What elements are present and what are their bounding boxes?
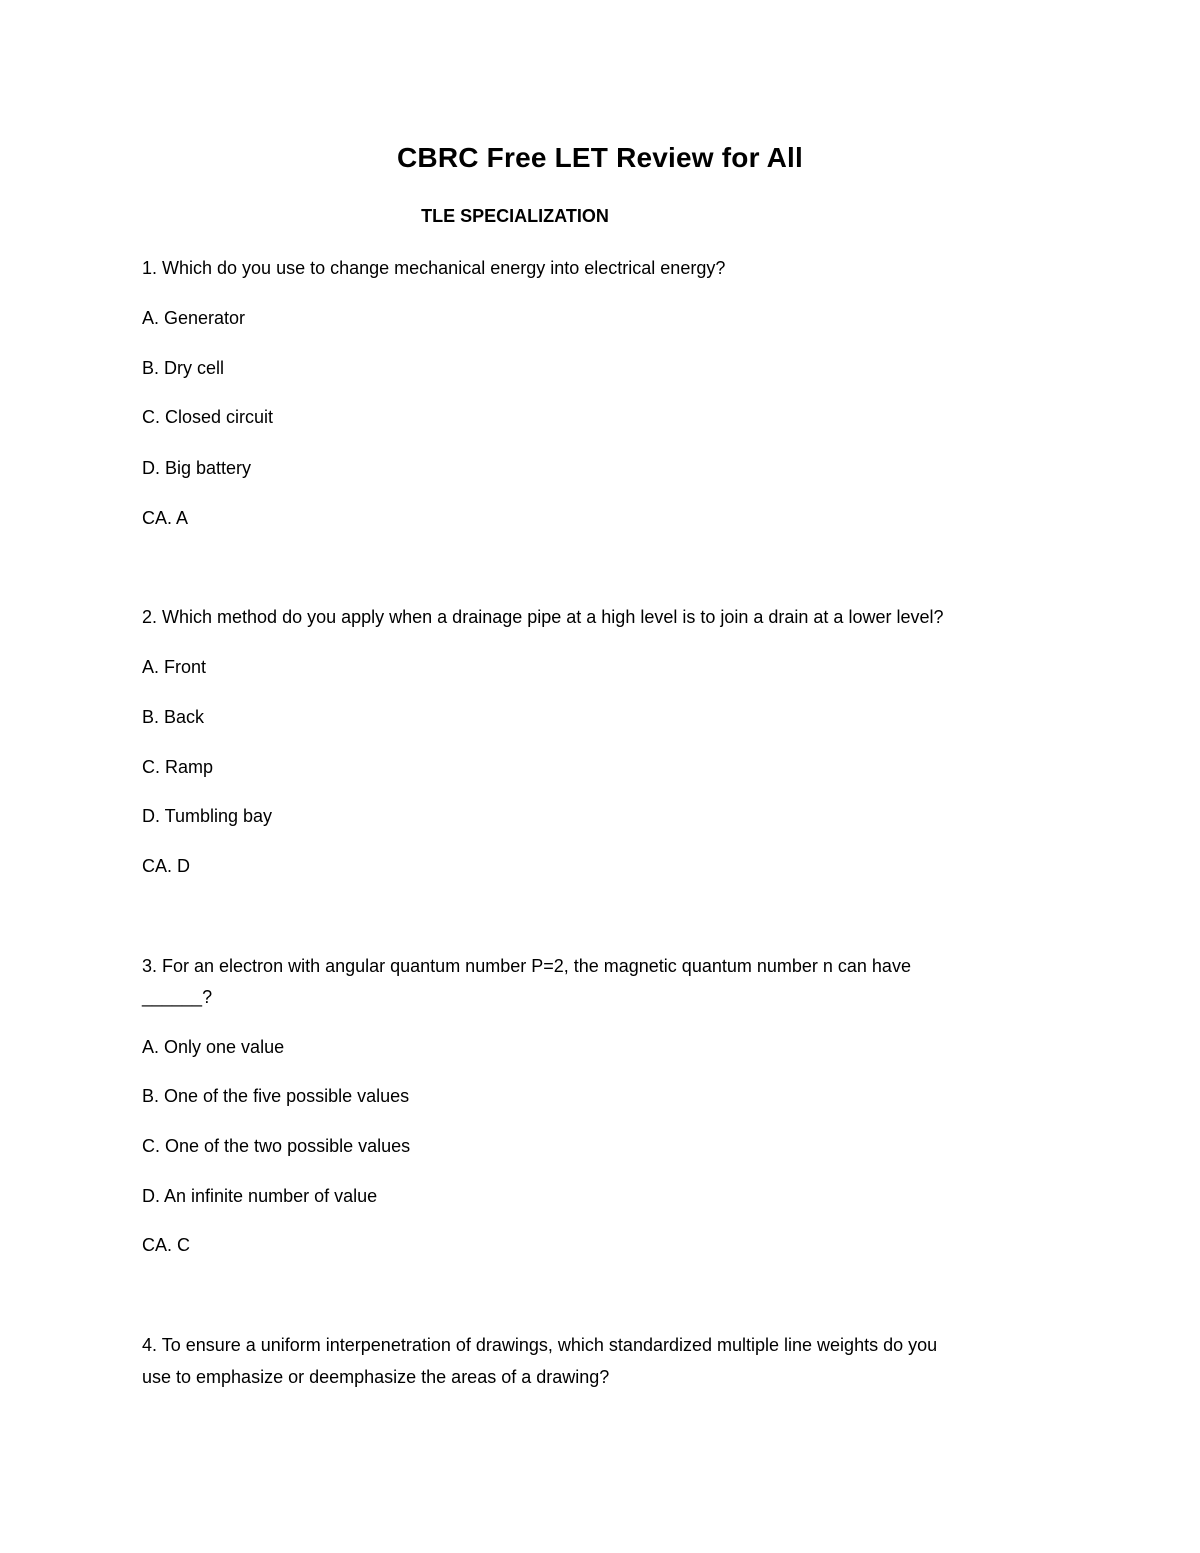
question-3-option-a: A. Only one value	[142, 1037, 285, 1057]
question-3-option-b: B. One of the five possible values	[142, 1086, 410, 1106]
question-3-option-d: D. An infinite number of value	[142, 1186, 378, 1206]
question-2-option-d: D. Tumbling bay	[142, 806, 273, 826]
question-2-answer: CA. D	[142, 856, 191, 876]
question-3-text-line2: ______?	[142, 987, 213, 1007]
question-3-option-c: C. One of the two possible values	[142, 1136, 411, 1156]
question-1-option-c: C. Closed circuit	[142, 407, 274, 427]
question-1-option-d: D. Big battery	[142, 458, 252, 478]
question-1-answer: CA. A	[142, 508, 189, 528]
question-2-text: 2. Which method do you apply when a drainage pipe at a high level is to join a drain at a lower level?	[142, 607, 944, 627]
question-4-text-line2: use to emphasize or deemphasize the areas of a drawing?	[142, 1367, 610, 1387]
question-2-option-c: C. Ramp	[142, 757, 214, 777]
question-1-option-a: A. Generator	[142, 308, 246, 328]
question-3-text-line1: 3. For an electron with angular quantum number P=2, the magnetic quantum number n can have	[142, 956, 911, 976]
question-1-text: 1. Which do you use to change mechanical energy into electrical energy?	[142, 258, 726, 278]
question-4-text-line1: 4. To ensure a uniform interpenetration of drawings, which standardized multiple line weights do you	[142, 1335, 938, 1355]
question-2-option-b: B. Back	[142, 707, 205, 727]
question-3-answer: CA. C	[142, 1235, 191, 1255]
question-1-option-b: B. Dry cell	[142, 358, 225, 378]
document-title: CBRC Free LET Review for All	[397, 142, 803, 173]
document-subtitle: TLE SPECIALIZATION	[421, 206, 609, 226]
question-2-option-a: A. Front	[142, 657, 207, 677]
